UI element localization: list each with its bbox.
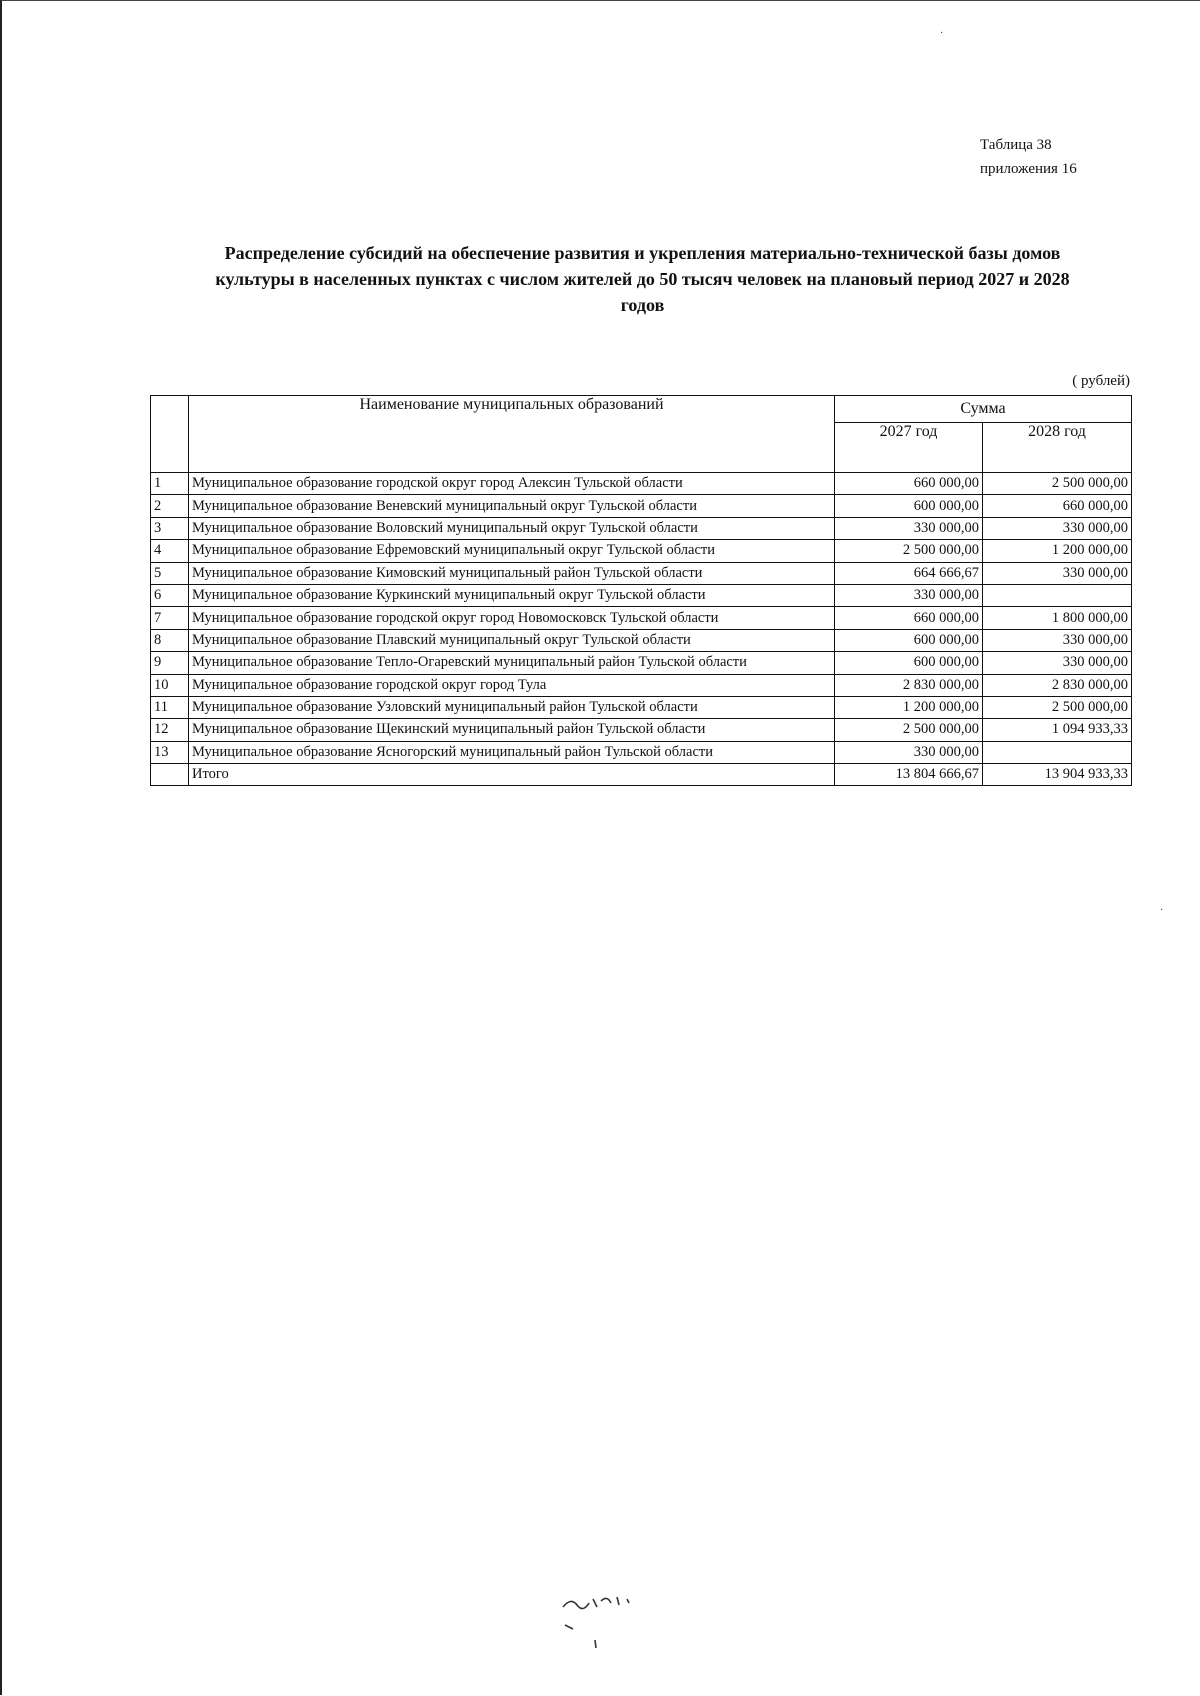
row-name: Муниципальное образование Ефремовский муниципальный округ Тульской области <box>189 540 835 562</box>
signature-mark <box>557 1585 647 1655</box>
row-number: 8 <box>151 629 189 651</box>
row-value-2027: 13 804 666,67 <box>835 764 983 786</box>
table-row <box>151 540 1132 562</box>
table-row <box>151 495 1132 517</box>
document-title <box>165 240 1120 318</box>
table-row <box>151 607 1132 629</box>
table-row <box>151 696 1132 718</box>
row-name: Муниципальное образование Куркинский муниципальный округ Тульской области <box>189 584 835 606</box>
header-name: Наименование муниципальных образований <box>189 396 835 473</box>
header-row <box>151 396 1132 423</box>
row-name: Муниципальное образование Ясногорский муниципальный район Тульской области <box>189 741 835 763</box>
row-value-2027: 600 000,00 <box>835 495 983 517</box>
row-number: 3 <box>151 517 189 539</box>
total-row <box>151 764 1132 786</box>
row-value-2028: 330 000,00 <box>983 629 1132 651</box>
table-row <box>151 719 1132 741</box>
row-name: Муниципальное образование Щекинский муниципальный район Тульской области <box>189 719 835 741</box>
row-number <box>151 764 189 786</box>
row-number: 12 <box>151 719 189 741</box>
row-value-2027: 330 000,00 <box>835 517 983 539</box>
row-name: Муниципальное образование Узловский муниципальный район Тульской области <box>189 696 835 718</box>
row-number: 11 <box>151 696 189 718</box>
units-note: ( рублей) <box>1072 373 1130 389</box>
scan-speck: · <box>1160 905 1164 916</box>
scan-speck: · <box>940 28 944 39</box>
row-value-2027: 330 000,00 <box>835 741 983 763</box>
row-value-2028 <box>983 584 1132 606</box>
row-value-2028: 2 500 000,00 <box>983 696 1132 718</box>
table-row <box>151 629 1132 651</box>
table-row <box>151 652 1132 674</box>
row-number: 6 <box>151 584 189 606</box>
table-reference <box>980 133 1077 181</box>
row-number: 2 <box>151 495 189 517</box>
table-row <box>151 584 1132 606</box>
table-row <box>151 741 1132 763</box>
row-value-2028: 2 830 000,00 <box>983 674 1132 696</box>
row-name: Муниципальное образование городской округ город Тула <box>189 674 835 696</box>
header-2027: 2027 год <box>835 423 983 473</box>
row-name: Итого <box>189 764 835 786</box>
row-value-2028: 1 800 000,00 <box>983 607 1132 629</box>
row-name: Муниципальное образование Веневский муниципальный округ Тульской области <box>189 495 835 517</box>
table-row <box>151 517 1132 539</box>
table-row <box>151 562 1132 584</box>
title-line-1: Распределение субсидий на обеспечение развития и укрепления материально-технической базы домов <box>224 243 1061 263</box>
row-number: 4 <box>151 540 189 562</box>
row-value-2028: 330 000,00 <box>983 517 1132 539</box>
row-value-2027: 2 830 000,00 <box>835 674 983 696</box>
row-number: 7 <box>151 607 189 629</box>
row-value-2028: 330 000,00 <box>983 652 1132 674</box>
row-value-2027: 2 500 000,00 <box>835 540 983 562</box>
row-value-2028: 330 000,00 <box>983 562 1132 584</box>
row-name: Муниципальное образование городской округ город Алексин Тульской области <box>189 473 835 495</box>
row-number: 10 <box>151 674 189 696</box>
table-row <box>151 674 1132 696</box>
title-line-2: культуры в населенных пунктах с числом жителей до 50 тысяч человек на плановый период 2027 и 2028 <box>215 269 1070 289</box>
row-value-2028: 13 904 933,33 <box>983 764 1132 786</box>
row-name: Муниципальное образование Тепло-Огаревский муниципальный район Тульской области <box>189 652 835 674</box>
appendix-number: приложения 16 <box>980 161 1077 177</box>
title-line-3: годов <box>620 295 665 315</box>
row-value-2028: 1 200 000,00 <box>983 540 1132 562</box>
row-value-2028: 2 500 000,00 <box>983 473 1132 495</box>
table-number: Таблица 38 <box>980 137 1052 153</box>
row-value-2027: 330 000,00 <box>835 584 983 606</box>
row-value-2028 <box>983 741 1132 763</box>
table-row <box>151 473 1132 495</box>
row-value-2028: 1 094 933,33 <box>983 719 1132 741</box>
row-name: Муниципальное образование Плавский муниципальный округ Тульской области <box>189 629 835 651</box>
row-name: Муниципальное образование Кимовский муниципальный район Тульской области <box>189 562 835 584</box>
row-value-2027: 1 200 000,00 <box>835 696 983 718</box>
subsidy-table <box>150 395 1132 786</box>
row-number: 9 <box>151 652 189 674</box>
row-value-2027: 660 000,00 <box>835 473 983 495</box>
row-value-2027: 2 500 000,00 <box>835 719 983 741</box>
row-number: 13 <box>151 741 189 763</box>
header-sum: Сумма <box>835 396 1132 423</box>
row-name: Муниципальное образование Воловский муниципальный округ Тульской области <box>189 517 835 539</box>
row-value-2027: 600 000,00 <box>835 629 983 651</box>
row-name: Муниципальное образование городской округ город Новомосковск Тульской области <box>189 607 835 629</box>
row-value-2027: 600 000,00 <box>835 652 983 674</box>
header-number <box>151 396 189 473</box>
row-value-2027: 664 666,67 <box>835 562 983 584</box>
row-value-2027: 660 000,00 <box>835 607 983 629</box>
row-value-2028: 660 000,00 <box>983 495 1132 517</box>
row-number: 5 <box>151 562 189 584</box>
row-number: 1 <box>151 473 189 495</box>
header-2028: 2028 год <box>983 423 1132 473</box>
